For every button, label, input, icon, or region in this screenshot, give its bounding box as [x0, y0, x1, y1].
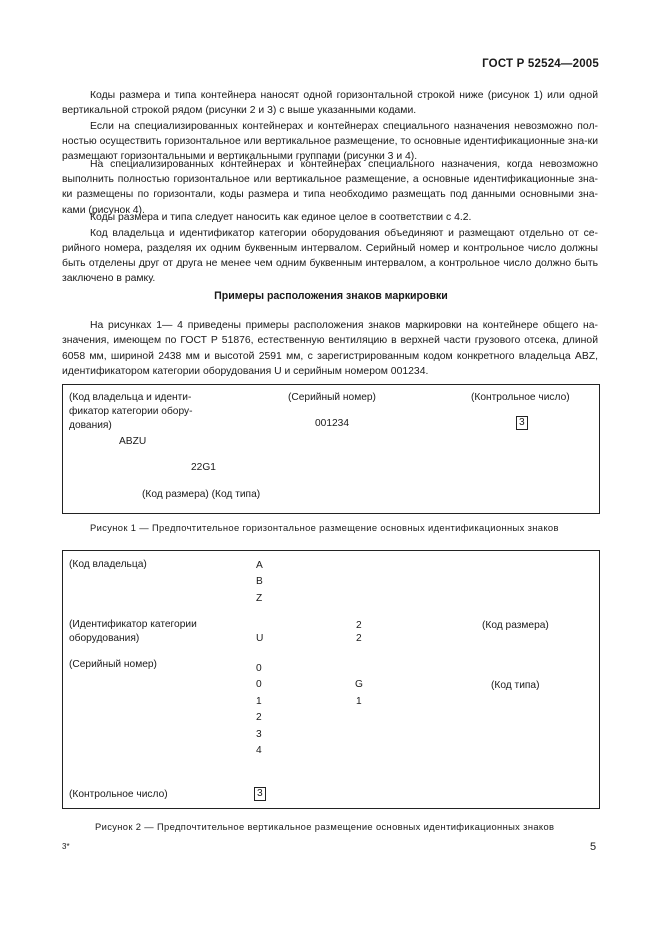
figure-1-frame: [62, 384, 600, 514]
fig1-serial-label: (Серийный номер): [288, 392, 376, 403]
fig2-serial-char: 0: [256, 679, 262, 690]
fig1-check-label: (Контрольное число): [471, 392, 570, 403]
fig2-category-label-line1: (Идентификатор категории: [69, 619, 197, 630]
fig2-category-value: U: [256, 633, 264, 644]
fig1-owner-value: ABZU: [119, 436, 147, 447]
fig2-check-digit-box: [254, 787, 266, 801]
fig2-size-label: (Код размера): [482, 620, 549, 631]
paragraph-1: Коды размера и типа контейнера наносят одной горизонтальной строкой ниже (рисунок 1) или одной вертикальной строкой рядом (рисунки 2 и 3) с выше указанными кодами.: [62, 90, 598, 117]
fig1-owner-label-line1: (Код владельца и иденти-: [69, 392, 192, 403]
fig2-serial-char: 2: [256, 712, 262, 723]
fig1-check-digit-box: [516, 416, 528, 430]
paragraph-3: На специализированных контейнерах и контейнерах специального назначения, когда невозможно выполнить полностью горизонтальное или вертикальное размещение, а основные идентификационные зна-ки размещены по горизонтали, коды размера и типа необходимо размещать под данными основными зна-ками (рисунок 4).: [62, 158, 598, 216]
fig2-owner-char: A: [256, 560, 263, 571]
page-number: 5: [590, 841, 597, 853]
fig2-size-char: 2: [356, 633, 362, 644]
fig1-check-digit: 3: [516, 416, 528, 430]
fig1-serial-value: 001234: [315, 418, 349, 429]
fig2-serial-char: 0: [256, 663, 262, 674]
fig2-serial-char: 4: [256, 745, 262, 756]
section-heading: Примеры расположения знаков маркировки: [214, 290, 448, 302]
fig2-size-char: 2: [356, 620, 362, 631]
fig2-owner-label: (Код владельца): [69, 559, 147, 570]
paragraph-5: Код владельца и идентификатор категории оборудования объединяют и размещают отдельно от се-рийного номера, разделяя их одним буквенным интервалом. Серийный номер и контрольное число должны быть отделены друг от друга не менее чем одним буквенным интервалом, а контрольное число должно быть заключено в рамку.: [62, 227, 598, 285]
fig1-size-type-label: (Код размера) (Код типа): [142, 489, 261, 500]
figure-1-caption: Рисунок 1 — Предпочтительное горизонтальное размещение основных идентификационных знаков: [90, 522, 559, 533]
fig2-category-label-line2: оборудования): [69, 633, 140, 644]
paragraph-2: Если на специализированных контейнерах и контейнерах специального назначения невозможно пол-ностью осуществить горизонтальное или вертикальное размещение, то основные идентификационные зна-ки размещают горизонтальными и вертикальными группами (рисунки 3 и 4).: [62, 120, 598, 163]
fig2-type-char: G: [355, 679, 363, 690]
figure-2-caption: Рисунок 2 — Предпочтительное вертикальное размещение основных идентификационных знаков: [95, 821, 555, 832]
fig2-owner-char: B: [256, 576, 263, 587]
fig1-owner-label-line2: фикатор категории обору-: [69, 406, 193, 417]
fig2-type-label: (Код типа): [491, 680, 540, 691]
fig1-size-type-value: 22G1: [191, 462, 216, 473]
fig2-serial-char: 1: [256, 696, 262, 707]
fig2-owner-char: Z: [256, 593, 263, 604]
intro-paragraph: На рисунках 1— 4 приведены примеры расположения знаков маркировки на контейнере общего на-значения, имеющем по ГОСТ Р 51876, естественную вентиляцию в верхней части грузового отсека, длиной 6058 мм, шириной 2438 мм и высотой 2591 мм, с зарегистрированным кодом конкретного владельца ABZ, идентификатором категории оборудования U и серийным номером 001234.: [62, 320, 598, 377]
fig2-serial-label: (Серийный номер): [69, 659, 157, 670]
paragraph-4: Коды размера и типа следует наносить как единое целое в соответствии с 4.2.: [90, 212, 472, 224]
fig2-serial-char: 3: [256, 729, 262, 740]
sheet-mark: 3*: [62, 842, 70, 851]
fig2-check-digit: 3: [254, 787, 266, 801]
document-standard-number: ГОСТ Р 52524—2005: [482, 58, 599, 70]
figure-2-frame: [62, 550, 600, 809]
fig2-type-char: 1: [356, 696, 362, 707]
fig2-check-label: (Контрольное число): [69, 789, 168, 800]
fig1-owner-label-line3: дования): [69, 420, 112, 431]
